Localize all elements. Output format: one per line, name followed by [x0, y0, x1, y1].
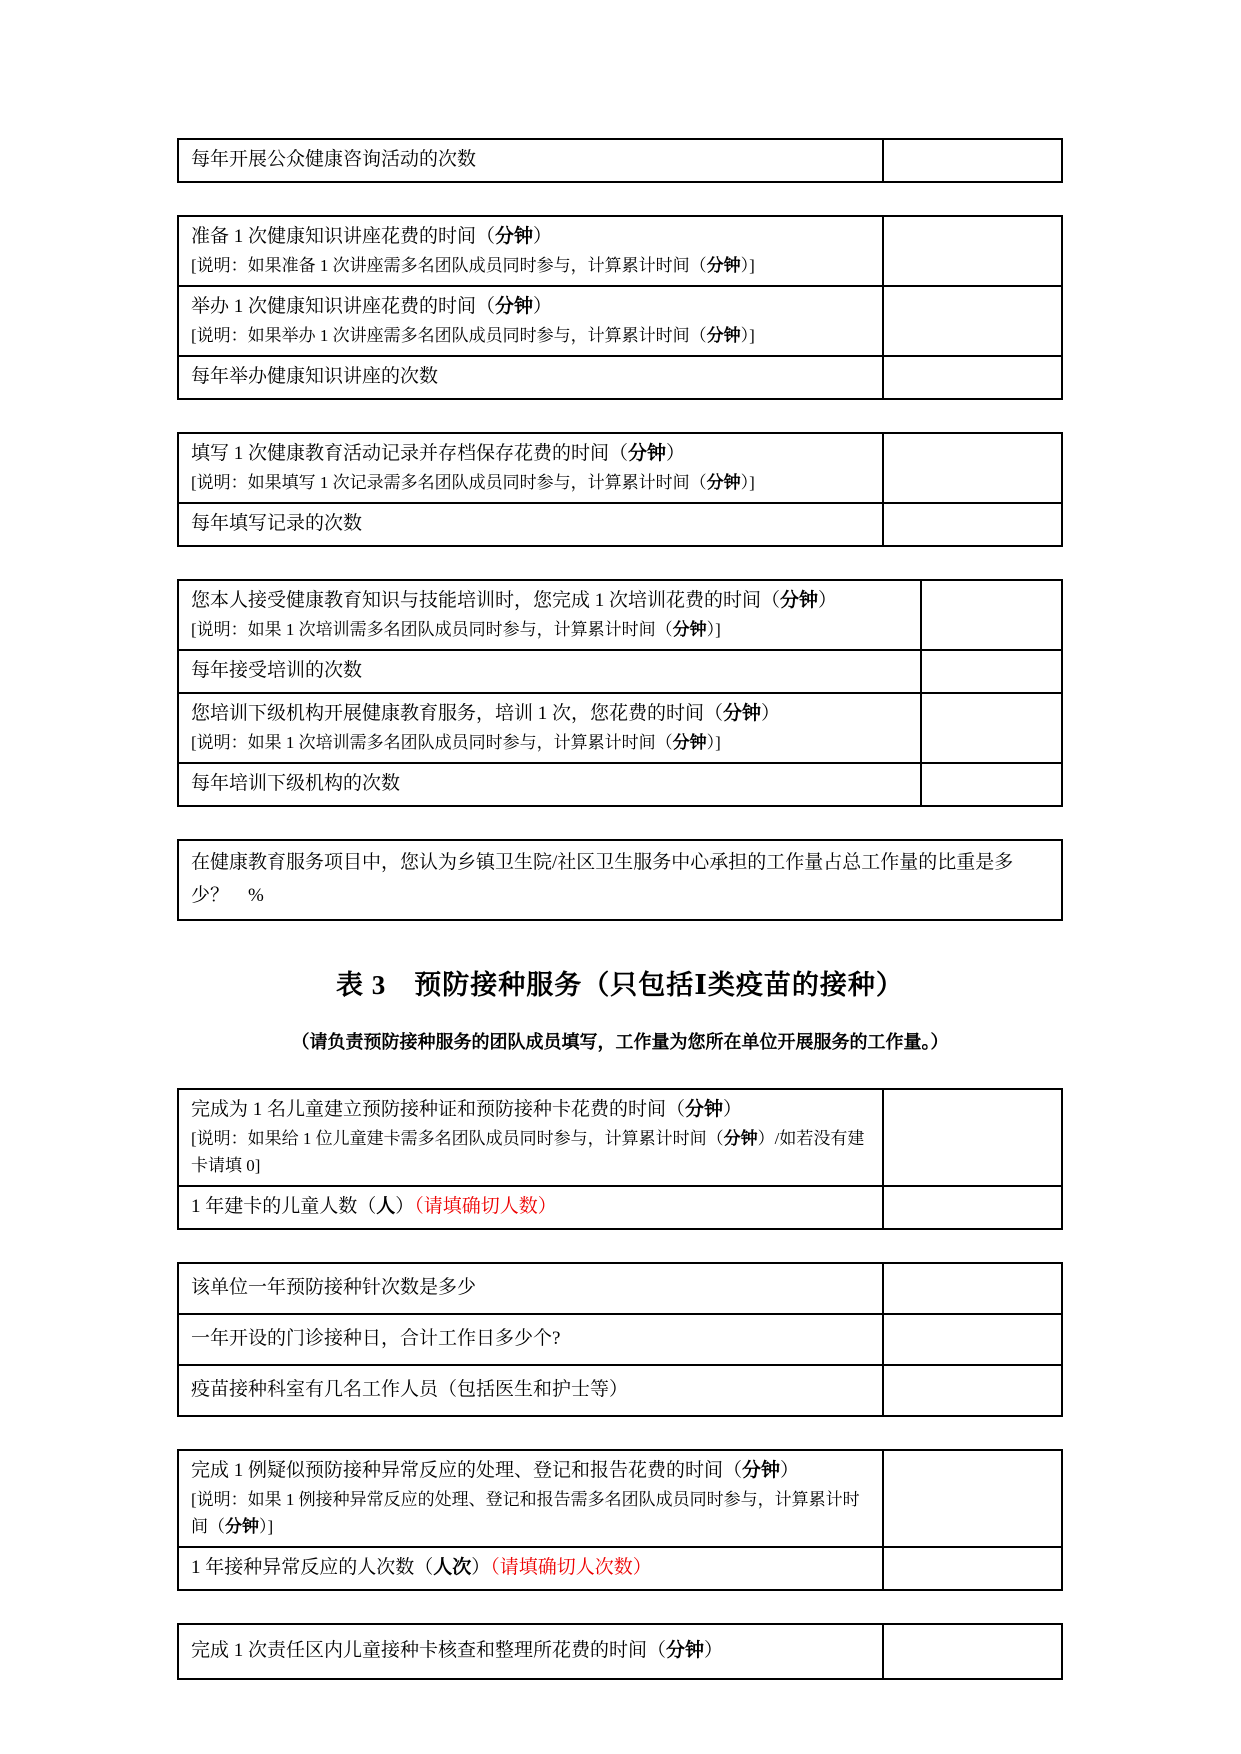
- red-hint: （请填确切人次数）: [490, 1557, 652, 1578]
- table-row: [178, 1450, 1062, 1547]
- question-text: 每年开展公众健康咨询活动的次数: [191, 149, 477, 170]
- question-note: [说明：如果给 1 位儿童建卡需多名团队成员同时参与，计算累计时间（分钟）/如若没有建卡请填 0]: [191, 1129, 865, 1175]
- answer-cell[interactable]: [883, 1450, 1062, 1547]
- question-text: 每年举办健康知识讲座的次数: [191, 366, 439, 387]
- answer-cell[interactable]: [883, 1314, 1062, 1365]
- question-text: 举办 1 次健康知识讲座花费的时间（分钟）: [191, 296, 553, 317]
- answer-cell[interactable]: [921, 650, 1062, 693]
- table-row: [178, 139, 1062, 182]
- table-row: [178, 1186, 1062, 1229]
- child-card-table: [177, 1088, 1063, 1230]
- adverse-reaction-table: [177, 1449, 1063, 1591]
- answer-cell[interactable]: [883, 503, 1062, 546]
- red-hint: （请填确切人数）: [414, 1196, 557, 1217]
- table-row: [178, 433, 1062, 503]
- answer-cell[interactable]: [921, 763, 1062, 806]
- question-note: [说明：如果填写 1 次记录需多名团队成员同时参与，计算累计时间（分钟）]: [191, 473, 755, 492]
- table-row: [178, 650, 1062, 693]
- question-text: 填写 1 次健康教育活动记录并存档保存花费的时间（分钟）: [191, 443, 686, 464]
- question-text: 完成为 1 名儿童建立预防接种证和预防接种卡花费的时间（分钟）: [191, 1099, 743, 1120]
- answer-cell[interactable]: [883, 356, 1062, 399]
- table-row: [178, 1624, 1062, 1679]
- table-row: [178, 1263, 1062, 1314]
- question-text: 每年填写记录的次数: [191, 513, 363, 534]
- workload-share-box: [177, 839, 1063, 921]
- education-record-table: [177, 432, 1063, 547]
- table-row: [178, 1314, 1062, 1365]
- question-text: 完成 1 例疑似预防接种异常反应的处理、登记和报告花费的时间（分钟）: [191, 1460, 800, 1481]
- answer-cell[interactable]: [883, 1089, 1062, 1186]
- public-consultation-table: [177, 138, 1063, 183]
- table-row: [178, 840, 1062, 920]
- table-row: [178, 1089, 1062, 1186]
- table-row: [178, 216, 1062, 286]
- card-check-table: [177, 1623, 1063, 1680]
- question-text: 每年培训下级机构的次数: [191, 773, 401, 794]
- answer-cell[interactable]: [883, 216, 1062, 286]
- answer-cell[interactable]: [883, 1263, 1062, 1314]
- table-row: [178, 1547, 1062, 1590]
- answer-cell[interactable]: [883, 433, 1062, 503]
- table-row: [178, 286, 1062, 356]
- workload-share-question: 在健康教育服务项目中，您认为乡镇卫生院/社区卫生服务中心承担的工作量占总工作量的比重是多少？ %: [178, 840, 1062, 920]
- table-row: [178, 763, 1062, 806]
- table3-title: 表 3 预防接种服务（只包括Ⅰ类疫苗的接种）: [336, 970, 904, 1000]
- table-row: [178, 580, 1062, 650]
- answer-cell[interactable]: [921, 580, 1062, 650]
- question-text: 您本人接受健康教育知识与技能培训时，您完成 1 次培训花费的时间（分钟）: [191, 590, 838, 611]
- vaccination-volume-table: [177, 1262, 1063, 1417]
- answer-cell[interactable]: [883, 1624, 1062, 1679]
- question-text: 完成 1 次责任区内儿童接种卡核查和整理所花费的时间（分钟）: [191, 1640, 724, 1661]
- question-text: 该单位一年预防接种针次数是多少: [191, 1277, 477, 1298]
- answer-cell[interactable]: [883, 1547, 1062, 1590]
- question-note: [说明：如果准备 1 次讲座需多名团队成员同时参与，计算累计时间（分钟）]: [191, 256, 755, 275]
- training-table: [177, 579, 1063, 807]
- answer-cell[interactable]: [883, 286, 1062, 356]
- health-lecture-table: [177, 215, 1063, 400]
- answer-cell[interactable]: [921, 693, 1062, 763]
- question-text: 1 年建卡的儿童人数（人）（请填确切人数）: [191, 1196, 557, 1217]
- question-text: 准备 1 次健康知识讲座花费的时间（分钟）: [191, 226, 553, 247]
- question-text: 疫苗接种科室有几名工作人员（包括医生和护士等）: [191, 1379, 629, 1400]
- question-text: 每年接受培训的次数: [191, 660, 363, 681]
- question-text: 一年开设的门诊接种日，合计工作日多少个?: [191, 1328, 561, 1349]
- answer-cell[interactable]: [883, 139, 1062, 182]
- question-note: [说明：如果 1 例接种异常反应的处理、登记和报告需多名团队成员同时参与，计算累计时间（分钟）]: [191, 1490, 860, 1536]
- table3-subtitle: （请负责预防接种服务的团队成员填写，工作量为您所在单位开展服务的工作量。）: [291, 1032, 949, 1052]
- answer-cell[interactable]: [883, 1186, 1062, 1229]
- table-row: [178, 503, 1062, 546]
- question-note: [说明：如果举办 1 次讲座需多名团队成员同时参与，计算累计时间（分钟）]: [191, 326, 755, 345]
- table-row: [178, 356, 1062, 399]
- answer-cell[interactable]: [883, 1365, 1062, 1416]
- question-text: 1 年接种异常反应的人次数（人次）（请填确切人次数）: [191, 1557, 652, 1578]
- table-row: [178, 693, 1062, 763]
- question-text: 您培训下级机构开展健康教育服务，培训 1 次，您花费的时间（分钟）: [191, 703, 781, 724]
- table-row: [178, 1365, 1062, 1416]
- question-note: [说明：如果 1 次培训需多名团队成员同时参与，计算累计时间（分钟）]: [191, 620, 721, 639]
- question-note: [说明：如果 1 次培训需多名团队成员同时参与，计算累计时间（分钟）]: [191, 733, 721, 752]
